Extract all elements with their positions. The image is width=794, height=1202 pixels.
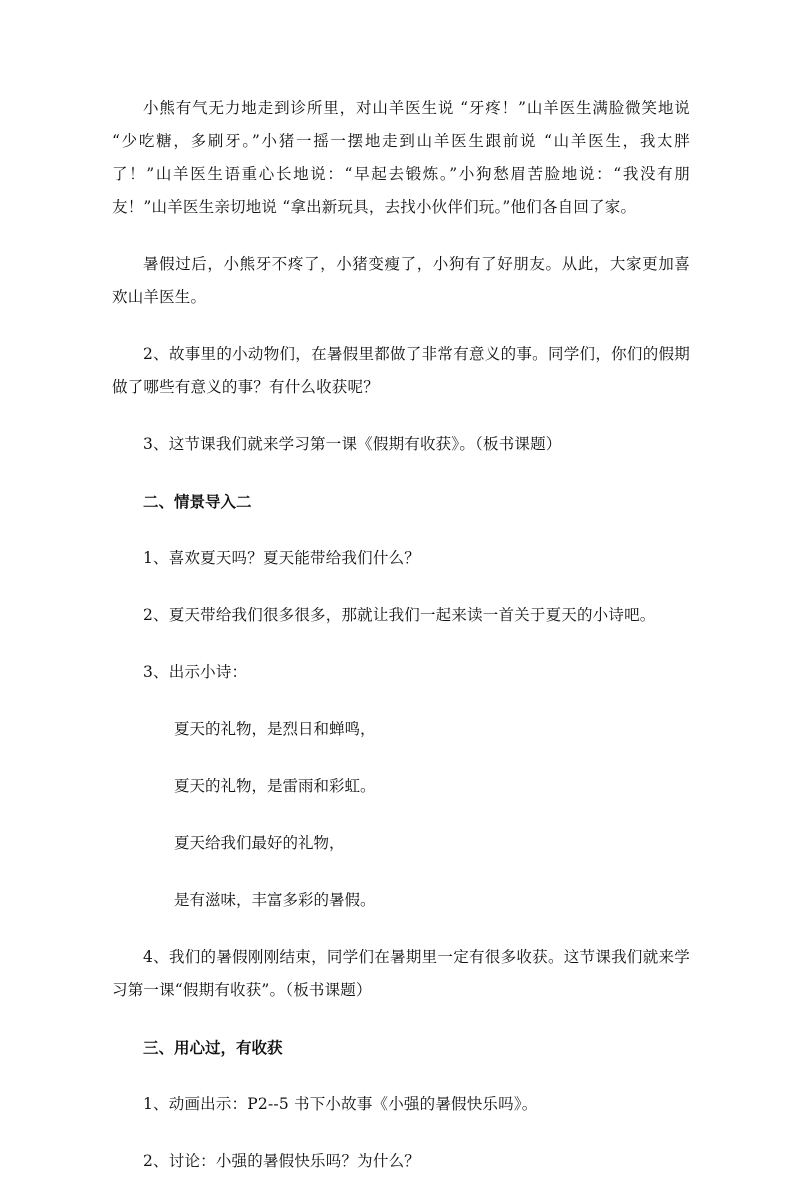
- summer-question-paragraph: 1、喜欢夏天吗？夏天能带给我们什么？: [143, 549, 420, 567]
- summer-poem-intro-paragraph: 2、夏天带给我们很多很多，那就让我们一起来读一首关于夏天的小诗吧。: [143, 606, 656, 624]
- story-ending-paragraph: 暑假过后，小熊牙不疼了，小猪变瘦了，小狗有了好朋友。从此，大家更加喜欢山羊医生。: [112, 255, 690, 306]
- poem-line: 夏天的礼物，是烈日和蝉鸣，: [174, 720, 376, 738]
- section-heading-2: 二、情景导入二: [143, 492, 252, 511]
- poem-line: 夏天的礼物，是雷雨和彩虹。: [174, 777, 376, 795]
- section-heading-3: 三、用心过，有收获: [143, 1038, 283, 1057]
- animation-paragraph: 1、动画出示：P2--5 书下小故事《小强的暑假快乐吗》。: [143, 1095, 538, 1113]
- poem-line: 夏天给我们最好的礼物，: [174, 834, 345, 852]
- story-paragraph: 小熊有气无力地走到诊所里，对山羊医生说 “牙疼！”山羊医生满脸微笑地说 “少吃糖，多刷牙。”小猪一摇一摆地走到山羊医生跟前说 “山羊医生，我太胖了！”山羊医生语重心长地说：“早起去锻炼。”小狗愁眉苦脸地说：“我没有朋友！”山羊医生亲切地说 “拿出新玩具，去找小伙伴们玩。”他们各自回了家。: [112, 99, 690, 216]
- poem-line: 是有滋味，丰富多彩的暑假。: [174, 891, 376, 909]
- lesson-intro-paragraph: 3、这节课我们就来学习第一课《假期有收获》。（板书课题）: [143, 435, 562, 453]
- lesson-start-paragraph: 4、我们的暑假刚刚结束，同学们在暑期里一定有很多收获。这节课我们就来学习第一课“假期有收获”。（板书课题）: [112, 948, 690, 999]
- document-page: [112, 92, 690, 1202]
- discussion-paragraph: 2、讨论：小强的暑假快乐吗？为什么？: [143, 1152, 420, 1170]
- question-paragraph: 2、故事里的小动物们，在暑假里都做了非常有意义的事。同学们，你们的假期做了哪些有意义的事？有什么收获呢？: [112, 345, 690, 396]
- poem-show-paragraph: 3、出示小诗：: [143, 663, 248, 681]
